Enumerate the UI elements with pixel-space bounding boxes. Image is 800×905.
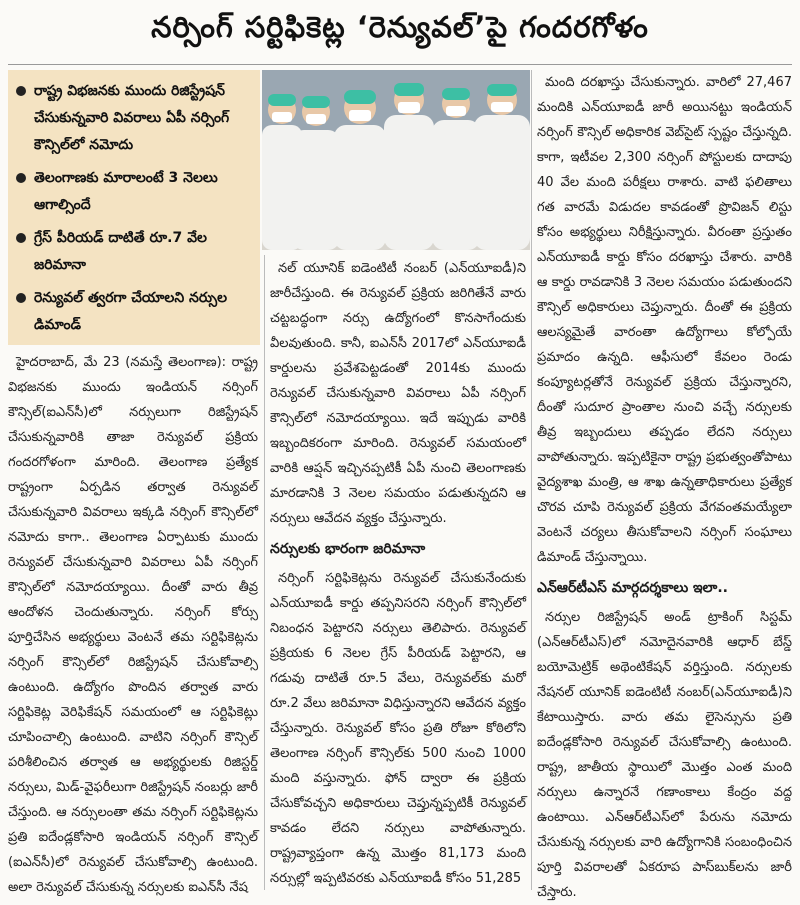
paragraph: నర్సుల రిజిస్ట్రేషన్ అండ్ ట్రాకింగ్ సిస్టమ్ (ఎన్‌ఆర్‌టీఎస్)లో నమోదైనవారికి ఆధార్ బేస్డ్ బయోమెట్రిక్ అథెంటికేషన్ వర్తిస్తుంది. నర్సులకు నేషనల్ యూనిక్ ఐడెంటిటీ నంబర్(ఎన్‌యూఐడీ)ని కేటాయిస్తారు. వారు తమ లైసెన్సును ప్రతి ఐదేండ్లకోసారి రెన్యువల్ చేసుకోవాల్సి ఉంటుంది. రాష్ట్ర, జాతీయ స్థాయిలో మొత్తం ఎంత మంది నర్సులు ఉన్నారనే గణాంకాలు కేంద్రం వద్ద ఉంటాయి. ఎన్‌ఆర్‌టీఎస్‌లో పేరును నమోదు చేసుకున్న నర్సులకు వారి ఉద్యోగానికి సంబంధించిన పూర్తి వివరాలతో ఏకరూప పాస్‌బుక్‌లను జారీ చేస్తారు. [537, 610, 792, 900]
nurses-photo [262, 70, 530, 250]
column-divider [531, 70, 532, 890]
highlight-item [16, 225, 254, 279]
paragraph: నల్ యూనిక్ ఐడెంటిటీ నంబర్ (ఎన్‌యూఐడీ)ని జారీచేస్తుంది. ఈ రెన్యువల్ ప్రక్రియ జరిగితేనే వారు చట్టబద్ధంగా నర్సు ఉద్యోగంలో కొనసాగేందుకు వీలవుతుంది. కానీ, ఐఎన్‌సీ 2017లో ఎన్‌యూఐడీ కార్డులను ప్రవేశపెట్టడంతో 2014కు ముందు రెన్యువల్ చేసుకున్నవారి వివరాలు ఏపీ నర్సింగ్ కౌన్సిల్‌లో నమోదయ్యాయి. ఇదే ఇప్పుడు వారికి ఇబ్బందికరంగా మారింది. రెన్యువల్ సమయంలో వారికి ఆప్షన్ ఇచ్చినప్పటికీ ఏపీ నుంచి తెలంగాణకు మారడానికి 3 నెలల సమయం పడుతున్నదని ఆ నర్సులు ఆవేదన వ్యక్తం చేస్తున్నారు. [270, 261, 526, 526]
highlight-text: రాష్ట్ర విభజనకు ముందు రిజిస్ట్రేషన్ చేసుకున్నవారి వివరాలు ఏపీ నర్సింగ్ కౌన్సిల్‌లో నమోదు [34, 83, 230, 153]
headline: నర్సింగ్ సర్టిఫికెట్ల ‘రెన్యువల్’పై గందరగోళం [151, 10, 649, 44]
headline-divider [8, 64, 792, 65]
article-column-1 [8, 350, 258, 900]
highlight-item [16, 285, 254, 339]
paragraph: నర్సింగ్ సర్టిఫికెట్లను రెన్యువల్ చేసుకునేందుకు ఎన్‌యూఐడీ కార్డు తప్పనిసరని నర్సింగ్ కౌన్సిల్‌లో నిబంధన పెట్టారని నర్సులు తెలిపారు. రెన్యువల్ ప్రక్రియకు 6 నెలల గ్రేస్ పీరియడ్ పెట్టారని, ఆ గడువు దాటితే రూ.5 వేలు, రెన్యువల్‌కు మరో రూ.2 వేలు జరిమానా విధిస్తున్నారని ఆవేదన వ్యక్తం చేస్తున్నారు. రెన్యువల్ కోసం ప్రతి రోజూ కోఠిలోని తెలంగాణ నర్సింగ్ కౌన్సిల్‌కు 500 నుంచి 1000 మంది వస్తున్నారు. ఫోన్ ద్వారా ఈ ప్రక్రియ చేసుకోవచ్చని అధికారులు చెప్తున్నప్పటికీ రెన్యువల్ కావడం లేదని నర్సులు వాపోతున్నారు. రాష్ట్రవ్యాప్తంగా ఉన్న మొత్తం 81,173 మంది నర్సుల్లో ఇప్పటివరకు ఎన్‌యూఐడీ కోసం 51,285 [270, 571, 526, 886]
bullet-icon [16, 173, 26, 183]
bullet-icon [16, 233, 26, 243]
paragraph: మంది దరఖాస్తు చేసుకున్నారు. వారిలో 27,467 మందికి ఎన్‌యూఐడీ జారీ అయినట్టు ఇండియన్ నర్సింగ్ కౌన్సిల్ అధికారిక వెబ్‌సైట్ స్పష్టం చేస్తున్నది. కాగా, ఇటీవల 2,300 నర్సింగ్ పోస్టులకు దాదాపు 40 వేల మంది పరీక్షలు రాశారు. వాటి ఫలితాలు గత వారమే విడుదల కావడంతో ప్రొవిజన్ లిస్టు కోసం అభ్యర్థులు నిరీక్షిస్తున్నారు. వీరంతా ప్రస్తుతం ఎన్‌యూఐడీ కార్డు కోసం దరఖాస్తు చేశారు. వారికి ఆ కార్డు రావడానికి 3 నెలల సమయం పడుతుందని కౌన్సిల్ అధికారులు చెప్తున్నారు. దీంతో ఈ ప్రక్రియ ఆలస్యమైతే వారంతా ఉద్యోగాలు కోల్పోయే ప్రమాదం ఉన్నది. ఆఫీసులో కేవలం రెండు కంప్యూటర్లతోనే రెన్యువల్ ప్రక్రియ చేస్తున్నారని, దీంతో సుదూర ప్రాంతాల నుంచి వచ్చే నర్సులకు తీవ్ర ఇబ్బందులు తప్పడం లేదని నర్సులు వాపోతున్నారు. ఇప్పటికైనా రాష్ట్ర ప్రభుత్వంతోపాటు వైద్యశాఖ మంత్రి, ఆ శాఖ ఉన్నతాధికారులు ప్రత్యేక చొరవ చూపి రెన్యువల్ ప్రక్రియ వేగవంతమయ్యేలా వెంటనే చర్యలు తీసుకోవాలని నర్సింగ్ సంఘాలు డిమాండ్ చేస్తున్నాయి. [537, 75, 792, 565]
highlight-text: రెన్యువల్ త్వరగా చేయాలని నర్సుల డిమాండ్ [34, 290, 228, 333]
bullet-icon [16, 293, 26, 303]
section-subhead: నర్సులకు భారంగా జరిమానా [270, 541, 426, 557]
paragraph: హైదరాబాద్, మే 23 (నమస్తే తెలంగాణ): రాష్ట్ర విభజనకు ముందు ఇండియన్ నర్సింగ్ కౌన్సిల్(ఐఎన్‌సీ)లో నర్సులుగా రిజిస్ట్రేషన్ చేసుకున్నవారికి తాజా రెన్యువల్ ప్రక్రియ గందరగోళంగా మారింది. తెలంగాణ ప్రత్యేక రాష్ట్రంగా ఏర్పడిన తర్వాత రెన్యువల్ చేసుకున్నవారి వివరాలు ఇక్కడి నర్సింగ్ కౌన్సిల్‌లో నమోదు కాగా.. తెలంగాణ ఏర్పాటుకు ముందు రెన్యువల్ చేసుకున్నవారి వివరాలు ఏపీ నర్సింగ్ కౌన్సిల్‌లో నమోదయ్యాయి. దీంతో వారు తీవ్ర ఆందోళన చెందుతున్నారు. నర్సింగ్ కోర్సు పూర్తిచేసిన అభ్యర్థులు వెంటనే తమ సర్టిఫికెట్లను నర్సింగ్ కౌన్సిల్‌లో రిజిస్ట్రేషన్ చేసుకోవాల్సి ఉంటుంది. ఉద్యోగం పొందిన తర్వాత వారు సర్టిఫికెట్ల వెరిఫికేషన్ సమయంలో ఆ సర్టిఫికెట్లు చూపించాల్సి ఉంటుంది. వాటిని నర్సింగ్ కౌన్సిల్ పరిశీలించిన తర్వాత ఆ అభ్యర్థులకు రిజిస్టర్డ్ నర్సులు, మిడ్-వైఫరీలుగా రిజిస్ట్రేషన్ నంబర్లు జారీ చేస్తుంది. ఆ నర్సులంతా తమ నర్సింగ్ సర్టిఫికెట్లను ప్రతి ఐదేండ్లకోసారి ఇండియన్ నర్సింగ్ కౌన్సిల్ (ఐఎన్‌సీ)లో రెన్యువల్ చేసుకోవాల్సి ఉంటుంది. అలా రెన్యువల్ చేసుకున్న నర్సులకు ఐఎన్‌సీ నేష [8, 355, 258, 895]
section-subhead: ఎన్‌ఆర్‌టీఎస్ మార్గదర్శకాలు ఇలా.. [537, 580, 728, 596]
article-column-2 [270, 256, 526, 891]
bullet-icon [16, 86, 26, 96]
highlight-item [16, 165, 254, 219]
nurses-photo-illustration [262, 70, 530, 250]
column-divider [264, 255, 265, 890]
highlight-item [16, 78, 254, 159]
highlights-box [8, 70, 260, 345]
highlight-text: గ్రేస్ పీరియడ్ దాటితే రూ.7 వేల జరిమానా [34, 230, 207, 273]
highlight-text: తెలంగాణకు మారాలంటే 3 నెలలు ఆగాల్సిందే [34, 170, 218, 213]
article-column-3 [537, 70, 792, 905]
